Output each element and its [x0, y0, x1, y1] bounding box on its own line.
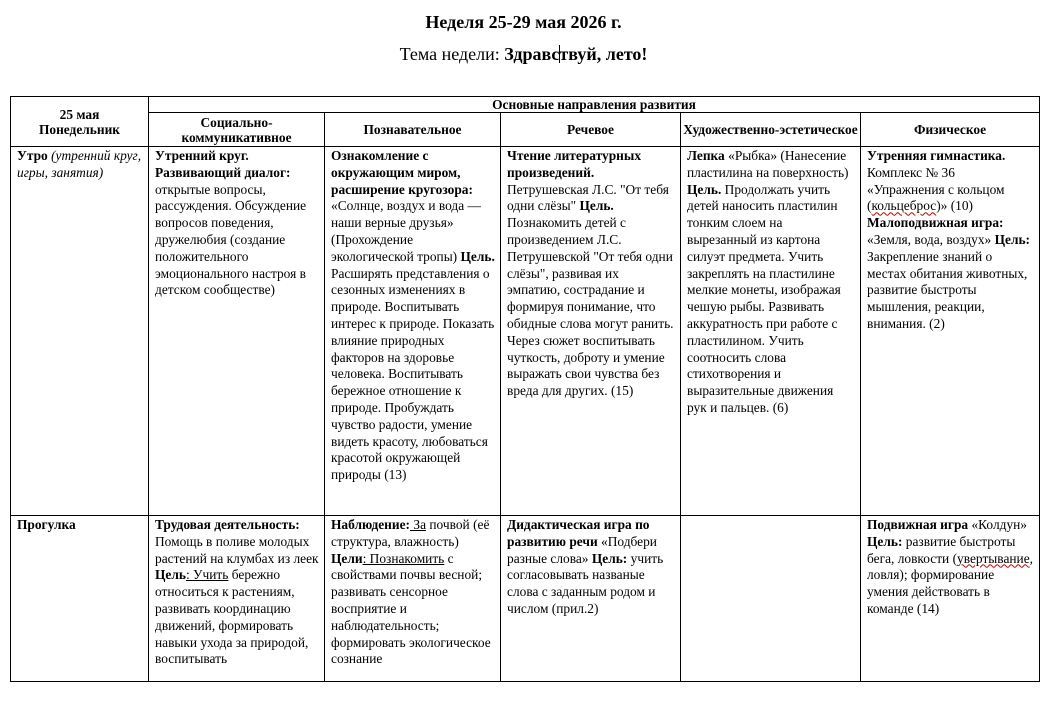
walk-cognitive-title-underlined: За	[410, 517, 427, 532]
walk-cognitive-goal-label: Цели	[331, 550, 363, 566]
walk-physical-title: Подвижная игра	[867, 517, 969, 532]
direction-cognitive: Познавательное	[325, 113, 501, 147]
morning-speech-text1: Петрушевская Л.С. "От тебя одни слёзы"	[507, 181, 669, 214]
walk-row	[11, 516, 1040, 682]
morning-art-goal-label: Цель.	[687, 181, 722, 197]
direction-speech: Речевое	[501, 113, 681, 147]
walk-social-title: Трудовая деятельность:	[155, 517, 300, 532]
morning-art-text2: Продолжать учить детей наносить пластилин тонким слоем на вырезанный из картона силуэт предмета. Учить закреплять на пластилине мелкие монеты, изображая чешую рыбы. Развивать аккуратность при работе с пластилином. Учить соотносить слова стихотворения и выразительные движения рук и пальцев. (6)	[687, 181, 841, 415]
morning-note: (утренний круг, игры, занятия)	[17, 148, 142, 180]
walk-social-goal-label: Цель	[155, 567, 186, 583]
morning-social-text: открытые вопросы, рассуждения. Обсуждение вопросов поведения, дружелюбия (создание положительного эмоционального настроя в детском сообществе)	[155, 181, 307, 298]
theme-name-part2: твуй, лето!	[559, 44, 648, 64]
morning-speech-goal-label: Цель.	[579, 198, 614, 214]
morning-speech-title: Чтение литературных произведений.	[507, 148, 642, 180]
morning-cognitive-goal-label: Цель.	[460, 248, 495, 264]
morning-social-title2: Развивающий диалог:	[155, 164, 291, 180]
morning-social-title1: Утренний круг.	[155, 148, 249, 163]
walk-social-cell	[149, 516, 325, 682]
direction-art: Художественно-эстетическое	[681, 113, 861, 147]
morning-label: Утро	[17, 148, 48, 163]
walk-label: Прогулка	[17, 517, 76, 532]
morning-physical-spellcheck-word: кольцеброс	[871, 198, 937, 214]
walk-cognitive-text1: почвой (её структура, влажность)	[331, 517, 490, 549]
day-weekday: Понедельник	[38, 121, 121, 137]
morning-physical-text2: «Земля, вода, воздух»	[867, 231, 992, 247]
walk-social-goal-underlined: : Учить	[185, 567, 229, 583]
morning-label-cell	[11, 147, 149, 516]
morning-cognitive-cell	[325, 147, 501, 516]
walk-speech-text1: «Подбери разные слова»	[507, 533, 657, 566]
walk-speech-goal-label: Цель:	[591, 550, 628, 566]
morning-physical-title: Утренняя гимнастика.	[867, 148, 1006, 163]
morning-cognitive-text2: Расширять представления о сезонных изменениях в природе. Воспитывать интерес к природе. Показать влияние природных факторов на здоровье человека. Воспитывать бережное отношение к природе. Пробуждать чувство радости, умение видеть красоту, любоваться красотой окружающей природы (13)	[331, 265, 495, 483]
morning-row	[11, 147, 1040, 516]
walk-physical-text1: «Колдун»	[971, 517, 1027, 532]
walk-physical-text2b: , ловля); формирование умения действовать в команде (14)	[867, 550, 1034, 616]
walk-social-text1: Помощь в поливе молодых растений на клумбах из леек	[155, 533, 319, 566]
theme-label: Тема недели:	[399, 44, 500, 64]
walk-physical-spellcheck-word: увертывание	[957, 550, 1030, 566]
direction-physical: Физическое	[861, 113, 1040, 147]
morning-social-cell	[149, 147, 325, 516]
main-directions-header: Основные направления развития	[149, 97, 1040, 113]
walk-speech-title: Дидактическая игра по развитию речи	[507, 517, 650, 549]
walk-physical-text2a: развитие быстроты бега, ловкости (	[867, 533, 1016, 566]
morning-physical-cell	[861, 147, 1040, 516]
morning-art-text1: «Рыбка» (Нанесение пластилина на поверхность)	[687, 148, 849, 180]
walk-physical-cell	[861, 516, 1040, 682]
morning-cognitive-text1: «Солнце, воздух и вода — наши верные друзья» (Прохождение экологической тропы)	[331, 198, 481, 264]
walk-cognitive-title: Наблюдение:	[331, 517, 411, 532]
walk-social-text2: бережно относиться к растениям, развивать координацию движений, формировать навыки ухода за природой, воспитывать	[155, 567, 309, 667]
day-header	[11, 97, 149, 147]
week-title: Неделя 25-29 мая 2026 г.	[425, 12, 622, 32]
week-theme	[0, 44, 1047, 65]
walk-speech-cell	[501, 516, 681, 682]
walk-cognitive-goal-underlined: : Познакомить	[362, 550, 445, 566]
morning-speech-cell	[501, 147, 681, 516]
walk-speech-text2: учить согласовывать названые слова с заданным родом и числом (прил.2)	[507, 550, 664, 616]
plan-table	[10, 96, 1040, 682]
morning-physical-text1b: )» (10)	[936, 198, 974, 214]
morning-art-title: Лепка	[687, 148, 725, 163]
walk-label-cell	[11, 516, 149, 682]
day-date: 25 мая	[59, 106, 100, 122]
morning-cognitive-title: Ознакомление с окружающим миром, расширение кругозора:	[331, 148, 473, 197]
walk-physical-goal-label: Цель:	[867, 533, 903, 549]
walk-art-cell	[681, 516, 861, 682]
direction-social: Социально-коммуникативное	[149, 113, 325, 147]
morning-physical-text1: Комплекс № 36 «Упражнения с кольцом (	[867, 164, 1005, 214]
walk-cognitive-cell	[325, 516, 501, 682]
morning-physical-title2: Малоподвижная игра:	[867, 215, 1004, 231]
walk-cognitive-text2: с свойствами почвы весной; развивать сенсорное восприятие и наблюдательность; формировать экологическое сознание	[331, 550, 491, 667]
morning-art-cell	[681, 147, 861, 516]
morning-physical-text3: Закрепление знаний о местах обитания животных, развитие быстроты мышления, реакции, внимания. (2)	[867, 248, 1028, 331]
theme-name-part1: Здравс	[504, 44, 560, 64]
morning-speech-text2: Познакомить детей с произведением Л.С. Петрушевской "От тебя одни слёзы", развивая их эмпатию, сострадание и формируя понимание, что обидные слова могут ранить. Через сюжет воспитывать чуткость, доброту и умение выражать свои чувства без вреда для других. (15)	[507, 215, 674, 399]
morning-physical-goal-label: Цель:	[994, 231, 1031, 247]
